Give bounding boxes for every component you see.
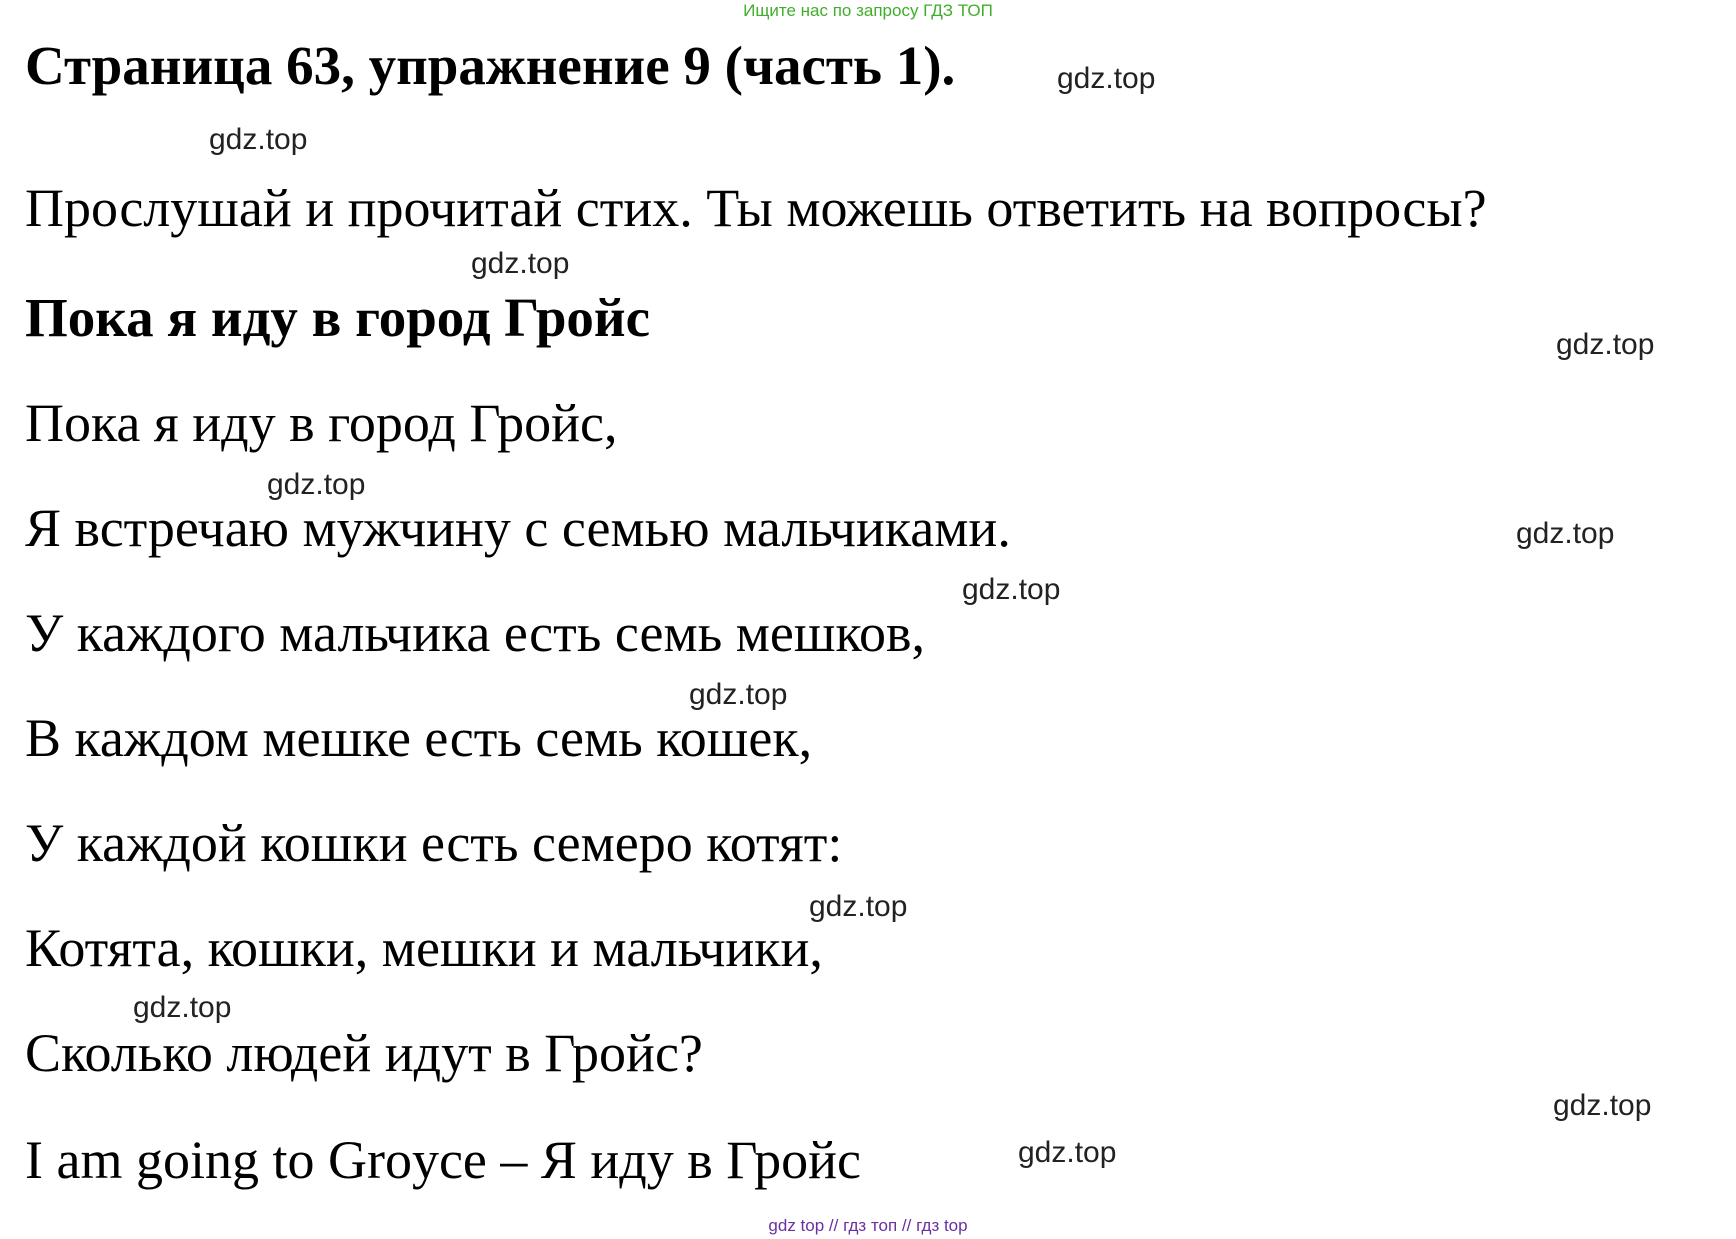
watermark: gdz.top	[1057, 62, 1156, 95]
watermark: gdz.top	[962, 573, 1061, 606]
poem-line: У каждого мальчика есть семь мешков,	[25, 603, 925, 663]
poem-line: У каждой кошки есть семеро котят:	[25, 813, 843, 873]
watermark: gdz.top	[1516, 517, 1615, 550]
watermark: gdz.top	[209, 123, 308, 156]
page-title: Страница 63, упражнение 9 (часть 1).	[25, 35, 956, 96]
poem-line: Пока я иду в город Гройс,	[25, 393, 618, 453]
watermark: gdz.top	[1553, 1089, 1652, 1122]
poem-title: Пока я иду в город Гройс	[25, 287, 651, 348]
exercise-instruction: Прослушай и прочитай стих. Ты можешь ответить на вопросы?	[25, 178, 1487, 238]
poem-line: I am going to Groyce – Я иду в Гройс	[25, 1130, 861, 1190]
watermark: gdz.top	[267, 468, 366, 501]
watermark: gdz.top	[809, 890, 908, 923]
watermark: gdz.top	[133, 991, 232, 1024]
poem-line: В каждом мешке есть семь кошек,	[25, 708, 813, 768]
watermark: gdz.top	[1018, 1136, 1117, 1169]
watermark: gdz.top	[471, 247, 570, 280]
watermark: gdz.top	[1556, 328, 1655, 361]
top-banner: Ищите нас по запросу ГДЗ ТОП	[743, 1, 993, 20]
watermark: gdz.top	[689, 678, 788, 711]
footer-watermark: gdz top // гдз топ // гдз top	[768, 1216, 968, 1235]
poem-line: Котята, кошки, мешки и мальчики,	[25, 918, 823, 978]
poem-line: Сколько людей идут в Гройс?	[25, 1023, 703, 1083]
poem-line: Я встречаю мужчину с семью мальчиками.	[25, 498, 1011, 558]
